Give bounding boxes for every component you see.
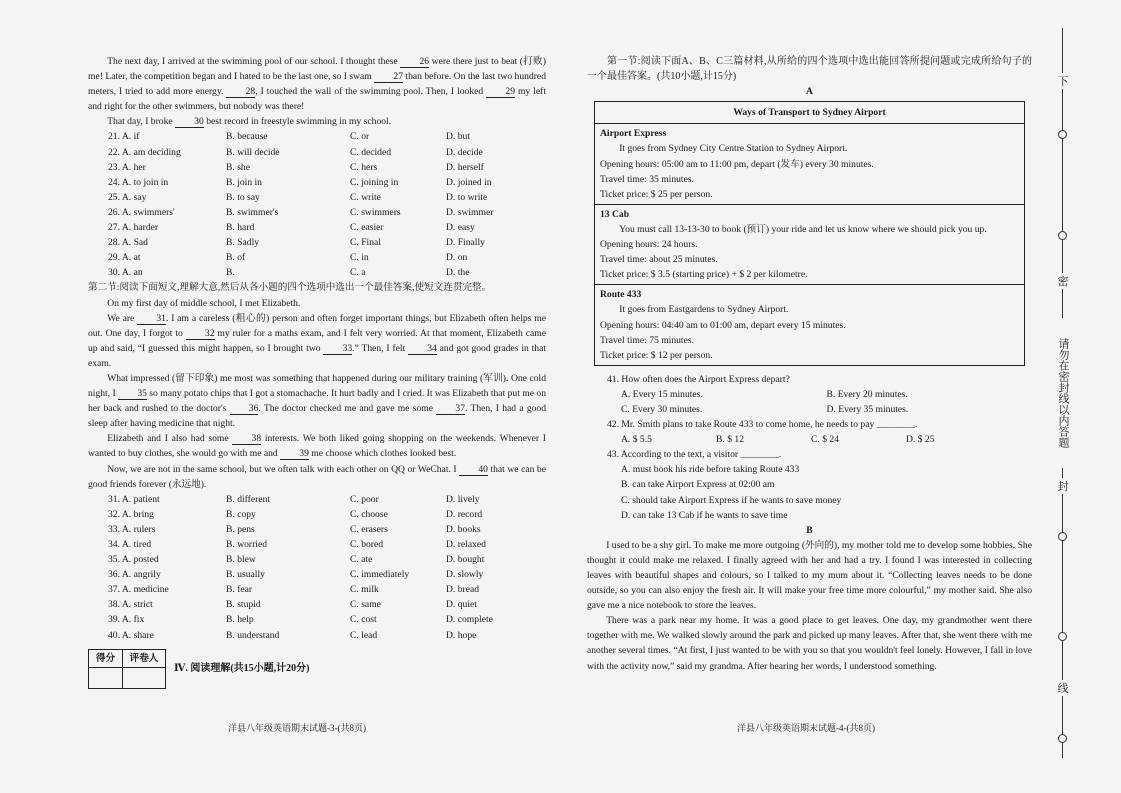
question-42: 42. Mr. Smith plans to take Route 433 to come home, he needs to pay ________. [607, 419, 918, 431]
question-41: 41. How often does the Airport Express depart? [607, 373, 790, 385]
option: 40. A. share [108, 629, 154, 641]
passage-1 [88, 54, 546, 129]
option: B. different [226, 493, 271, 505]
option: B. usually [226, 569, 265, 581]
option: C. immediately [350, 569, 410, 581]
blank-number: 31 [137, 313, 166, 325]
option: B. she [226, 161, 250, 173]
option-row [88, 567, 546, 582]
text-run: that we can be good friends forever (永远地). [88, 463, 546, 490]
option: 33. A. rulers [108, 523, 156, 535]
option: C. should take Airport Express if he wants to save money [621, 494, 842, 506]
option: 27. A. harder [108, 222, 159, 234]
text-run: On my first day of middle school, I met Elizabeth. [107, 297, 301, 309]
option: C. decided [350, 146, 392, 158]
option: 24. A. to join in [108, 176, 169, 188]
option: D. to write [446, 191, 488, 203]
option: D. the [446, 267, 470, 279]
blank-number: 40 [459, 464, 488, 476]
question-42-options [587, 432, 1032, 447]
blank-number: 39 [280, 448, 309, 460]
transport-detail: It goes from Eastgardens to Sydney Airport. [619, 304, 789, 316]
option: B. join in [226, 176, 262, 188]
blank-number: 37 [436, 403, 465, 415]
text-run: .” Then, I felt [352, 342, 409, 354]
text-run: Elizabeth and I also had some [107, 433, 233, 445]
transport-option [595, 205, 1024, 285]
option: B. swimmer's [226, 206, 279, 218]
option: 32. A. bring [108, 508, 154, 520]
option-row [88, 205, 546, 220]
option-row [88, 582, 546, 597]
question-43: 43. According to the text, a visitor ________. [607, 449, 782, 461]
option: 23. A. her [108, 161, 146, 173]
option: D. $ 25 [906, 434, 935, 446]
option: D. bought [446, 554, 485, 566]
section4-header [88, 649, 546, 689]
option: D. complete [446, 614, 493, 626]
left-footer: 洋县八年级英语期末试题-3-(共8页) [228, 723, 366, 733]
right-footer: 洋县八年级英语期末试题-4-(共8页) [737, 723, 875, 733]
option: C. bored [350, 539, 384, 550]
option: 22. A. am deciding [108, 146, 181, 158]
option: 29. A. at [108, 252, 141, 264]
blank-number: 32 [186, 328, 215, 340]
option: A. must book his ride before taking Route 433 [621, 464, 800, 476]
text-run: . Then, I had a good sleep after having medicine that night. [88, 403, 547, 430]
option: B. to say [226, 191, 260, 203]
option-row [88, 145, 546, 160]
transport-table [594, 101, 1025, 366]
option: B. hard [226, 222, 255, 234]
option: D. Finally [446, 237, 485, 249]
binding-hole [1058, 632, 1067, 641]
paragraph [88, 462, 546, 492]
option: C. a [350, 267, 366, 279]
binding-hole [1058, 231, 1067, 240]
options-21-30 [88, 129, 546, 280]
transport-option [595, 285, 1024, 364]
option: 35. A. posted [108, 554, 159, 566]
transport-detail: It goes from Sydney City Centre Station to Sydney Airport. [619, 143, 848, 155]
blank-number: 28 [226, 86, 255, 98]
option: D. joined in [446, 176, 492, 188]
option-row [88, 507, 546, 522]
transport-detail: Ticket price: $ 12 per person. [600, 349, 713, 361]
option-row [88, 190, 546, 205]
option: D. swimmer [446, 206, 494, 218]
option: C. Final [350, 237, 381, 249]
score-box [88, 649, 166, 689]
text-run: and got good grades in that exam. [88, 342, 547, 369]
option: 39. A. fix [108, 614, 145, 626]
paragraph [88, 114, 546, 129]
option: B. [226, 267, 235, 279]
text-run: interests. We both liked going shopping on the weekends. Whenever I wanted to buy clothes, she would go with me and [88, 433, 546, 460]
option: C. $ 24 [811, 434, 839, 446]
option: B. fear [226, 584, 253, 596]
option-row [88, 220, 546, 235]
option: D. herself [446, 161, 484, 173]
passage-2 [88, 296, 546, 492]
option: C. joining in [350, 176, 399, 188]
option: D. slowly [446, 569, 484, 581]
option: C. cost [350, 614, 377, 626]
option: C. milk [350, 584, 379, 596]
option: B. of [226, 252, 246, 264]
option: B. copy [226, 508, 256, 520]
text-run: The next day, I arrived at the swimming pool of our school. I thought these [107, 56, 401, 67]
option: D. decide [446, 146, 483, 158]
gutter-warning: 请勿在密封线以内答题 [1055, 318, 1071, 468]
text-run: That day, I broke [107, 116, 176, 128]
grader-cell [123, 668, 165, 688]
transport-detail: Travel time: about 25 minutes. [600, 254, 718, 266]
part-a-label: A [806, 86, 813, 98]
option: D. books [446, 523, 481, 535]
option: D. bread [446, 584, 480, 596]
option: C. erasers [350, 523, 388, 535]
option: 26. A. swimmers' [108, 206, 175, 218]
option: B. can take Airport Express at 02:00 am [621, 479, 775, 491]
option: D. hope [446, 629, 477, 641]
option: D. but [446, 131, 470, 143]
text-run: than before. On the last two hundred meters, I tried to add more energy. [88, 71, 546, 98]
text-run: We are [107, 312, 138, 324]
option: C. swimmers [350, 206, 401, 218]
option: C. same [350, 599, 381, 611]
text-run: , I touched the wall of the swimming pool. Then, I looked [255, 86, 487, 98]
blank-number: 30 [175, 116, 204, 128]
option: B. pens [226, 523, 255, 535]
option-row [88, 628, 546, 643]
option: B. will decide [226, 146, 280, 158]
text-run: my left and right for the other swimmers, but nobody was there! [88, 86, 547, 113]
text-run: . I am a careless (粗心的) person and often forget important things, but Elizabeth often helps me out. One day, I forgot to [88, 312, 546, 339]
part-b-label: B [806, 524, 813, 536]
binding-gutter [1055, 18, 1071, 768]
paragraph [88, 296, 546, 311]
text-run: best record in freestyle swimming in my school. [203, 116, 392, 128]
option: B. because [226, 131, 268, 143]
option: D. can take 13 Cab if he wants to save time [621, 509, 788, 521]
binding-hole [1058, 734, 1067, 743]
paragraph [88, 311, 546, 371]
text-run: were there just to beat (打败) me! Later, the competition began and I hated to be the last one, so I swam [88, 56, 546, 83]
option-row [88, 492, 546, 507]
option-row [88, 522, 546, 537]
gutter-label-feng: 封 [1055, 478, 1071, 494]
blank-number: 36 [230, 403, 259, 415]
transport-option [595, 124, 1024, 204]
option-row [88, 552, 546, 567]
text-run: . The doctor checked me and gave me some [258, 403, 437, 415]
text-run: Now, we are not in the same school, but we often talk with each other on QQ or WeChat. I [107, 463, 460, 475]
transport-detail: Opening hours: 05:00 am to 11:00 pm, depart (发车) every 30 minutes. [600, 158, 874, 170]
section4-title: Ⅳ. 阅读理解(共15小题,计20分) [174, 663, 310, 675]
left-page [88, 54, 546, 689]
option: B. Sadly [226, 237, 260, 249]
options-31-40 [88, 492, 546, 643]
option: B. Every 20 minutes. [826, 388, 908, 400]
score-cell [89, 668, 123, 688]
option: 28. A. Sad [108, 237, 148, 249]
option: 25. A. say [108, 191, 147, 203]
question-41-options [587, 387, 1032, 417]
gutter-label-xia: 下 [1055, 73, 1071, 89]
option: 37. A. medicine [108, 584, 169, 596]
transport-detail: Travel time: 35 minutes. [600, 173, 694, 185]
option: C. easier [350, 222, 384, 234]
blank-number: 35 [118, 388, 147, 400]
option-row [88, 235, 546, 250]
table-title: Ways of Transport to Sydney Airport [595, 102, 1024, 124]
option: 36. A. angrily [108, 569, 161, 581]
option: A. $ 5.5 [621, 434, 652, 446]
text-run: What impressed (留下印象) me most was something that happened during our military training (军训). One cold night, I [88, 372, 546, 400]
option: B. worried [226, 539, 268, 550]
transport-name: 13 Cab [600, 208, 630, 220]
score-label: 得分 [89, 650, 123, 668]
option: D. on [446, 252, 468, 264]
transport-detail: Opening hours: 04:40 am to 01:00 am, depart every 15 minutes. [600, 319, 846, 331]
binding-hole [1058, 130, 1067, 139]
option-row [88, 537, 546, 552]
option: 34. A. tired [108, 539, 152, 550]
option: B. blew [226, 554, 256, 566]
option: C. or [350, 131, 370, 143]
blank-number: 33 [323, 343, 352, 355]
option: 31. A. patient [108, 493, 160, 505]
option: D. lively [446, 493, 480, 505]
option: C. in [350, 252, 369, 264]
transport-detail: Travel time: 75 minutes. [600, 334, 694, 346]
option: D. quiet [446, 599, 477, 611]
option: D. easy [446, 222, 475, 234]
transport-name: Route 433 [600, 289, 642, 301]
option: C. Every 30 minutes. [621, 403, 703, 415]
option: D. Every 35 minutes. [826, 403, 909, 415]
option: B. understand [226, 629, 280, 641]
paragraph [88, 54, 546, 114]
blank-number: 38 [232, 433, 261, 445]
text-run: my ruler for a maths exam, and I felt very worried. At that moment, Elizabeth came up and said, “I guessed this might happen, so I brought two [88, 327, 546, 354]
option-row [88, 160, 546, 175]
blank-number: 27 [374, 71, 403, 83]
option: C. write [350, 191, 381, 203]
option: 21. A. if [108, 131, 140, 143]
option: C. choose [350, 508, 388, 520]
gutter-label-mi: 密 [1055, 273, 1071, 289]
option-row [88, 612, 546, 627]
option-row [88, 265, 546, 280]
part1-intro: 第一节:阅读下面A、B、C三篇材料,从所给的四个选项中选出能回答所提问题或完成所给句子的一个最佳答案。(共10小题,计15分) [587, 56, 1032, 83]
paragraph [88, 371, 546, 431]
option: C. ate [350, 554, 373, 566]
option: C. lead [350, 629, 378, 641]
option: C. hers [350, 161, 378, 173]
transport-detail: Opening hours: 24 hours. [600, 239, 698, 251]
grader-label: 评卷人 [123, 650, 165, 668]
blank-number: 34 [408, 343, 437, 355]
option: D. relaxed [446, 539, 486, 550]
blank-number: 29 [486, 86, 515, 98]
passage-b-para-2: There was a park near my home. It was a good place to get leaves. One day, my grandmother went there together with me. We walked slowly around the park and picked up many leaves. After that, she went there with me another several times. “At first, I just wanted to be with you so that you wouldn't feel lonely. However, I fall in love with the activity now,” said my grandma. After hearing her words, I understood something. [587, 615, 1032, 672]
option: C. poor [350, 493, 379, 505]
option-row [88, 250, 546, 265]
option-row [88, 597, 546, 612]
text-run: me choose which clothes looked best. [308, 448, 457, 460]
passage-b-para-1: I used to be a shy girl. To make me more outgoing (外向的), my mother told me to develop some hobbies. She thought it could make me relaxed. I finally agreed with her and had a try. I found I was interested in collecting leaves with beautiful shapes and colours, so I talked to my mum about it. “Collecting leaves needs to be done outside, so you can also enjoy the fresh air. It will make your free time more colourful,” my mother said. She also gave me a nice notebook to store the leaves. [587, 539, 1032, 612]
option: B. help [226, 614, 254, 626]
transport-detail: Ticket price: $ 3.5 (starting price) + $ 2 per kilometre. [600, 269, 808, 281]
binding-hole [1058, 532, 1067, 541]
right-page [587, 54, 1032, 674]
option: B. stupid [226, 599, 261, 611]
text-run: so many potato chips that I got a stomachache. It hurt badly and I cried. It was Elizabeth that put me on her back and rushed to the doctor's [88, 388, 546, 415]
option: D. record [446, 508, 483, 520]
paragraph [88, 431, 546, 461]
transport-name: Airport Express [600, 128, 667, 140]
transport-detail: Ticket price: $ 25 per person. [600, 188, 713, 200]
option: B. $ 12 [716, 434, 744, 446]
gutter-label-xian: 线 [1055, 680, 1071, 696]
transport-detail: You must call 13-13-30 to book (预订) your ride and let us know where we should pick you up. [619, 223, 987, 235]
option: 38. A. strict [108, 599, 153, 611]
blank-number: 26 [400, 56, 429, 68]
option-row [88, 129, 546, 144]
option-row [88, 175, 546, 190]
section2-title: 第二节:阅读下面短文,理解大意,然后从各小题的四个选项中选出一个最佳答案,使短文连贯完整。 [88, 282, 492, 294]
option: A. Every 15 minutes. [621, 388, 703, 400]
option: 30. A. an [108, 267, 143, 279]
